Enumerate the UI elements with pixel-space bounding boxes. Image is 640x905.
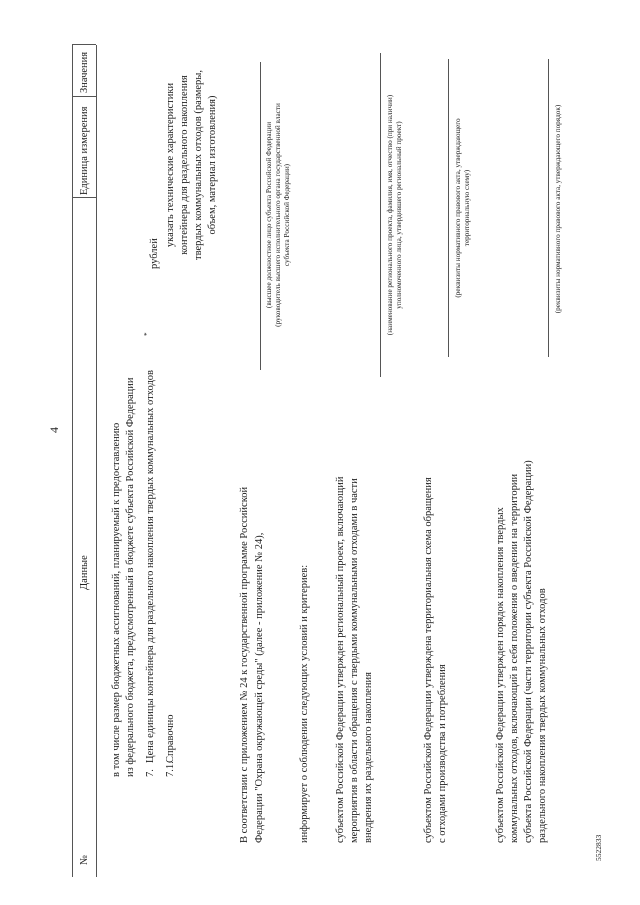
header-value: Значения [79,51,90,93]
paragraph-territorial-scheme-line1: субъектом Российской Федерации утверждена территориальная схема обращения [423,477,434,843]
row71-unit-line1: указать технические характеристики [165,82,176,248]
row71-unit-line2: контейнера для раздельного накопления [179,75,190,255]
caption-territorial-scheme-line1: (реквизиты нормативного правового акта, утверждающего [454,118,462,298]
caption-regional-project-line1: (наименование регионального проекта, фамилия, имя, отчество (при наличии) [386,94,394,336]
caption-official-line3: субъекта Российской Федерации) [283,163,291,267]
row71-number: 7.1. [165,761,176,777]
table-header-border [96,45,97,877]
paragraph-informs: информирует о соблюдении следующих условий и критериев: [299,564,310,843]
caption-official-line2: (руководитель высшего исполнительного органа государственной власти [274,103,282,327]
paragraph-regional-project-line1: субъектом Российской Федерации утвержден региональный проект, включающий [335,476,346,843]
header-data: Данные [79,555,90,590]
row6-text-line2: из федерального бюджета, предусмотренный в бюджете субъекта Российской Федерации [125,377,136,777]
header-unit: Единица измерения [79,106,90,195]
row71-unit-line3: твердых коммунальных отходов (размеры, [193,70,204,260]
signature-line-official [260,62,261,370]
paragraph-intro-line1: В соответствии с приложением № 24 к государственной программе Российской [239,486,250,843]
caption-official-line1: (высшее должностное лицо субъекта Российской Федерации [265,121,273,309]
col-divider [72,96,96,97]
signature-line-regional-project [380,53,381,377]
header-no: № [79,854,90,865]
page-number: 4 [47,427,61,433]
document-code: 5522833 [594,834,603,861]
signature-line-accumulation-order [548,59,549,357]
paragraph-accumulation-order-line2: коммунальных отходов, включающий в себя положения о введении на территории [509,473,520,843]
row7-footnote-mark: * [143,332,151,336]
paragraph-accumulation-order-line4: раздельного накопления твердых коммунальных отходов [537,588,548,843]
paragraph-regional-project-line2: мероприятия в области обращения с твердыми коммунальными отходами в части [349,478,360,843]
col-divider [72,197,96,198]
row71-unit-line4: объем, материал изготовления) [207,95,218,235]
paragraph-accumulation-order-line3: субъекта Российской Федерации (части территории субъекта Российской Федерации) [523,460,534,843]
paragraph-territorial-scheme-line2: с отходами производства и потребления [437,664,448,843]
paragraph-accumulation-order-line1: субъектом Российской Федерации утвержден порядок накопления твердых [495,507,506,843]
row7-text: Цена единицы контейнера для раздельного накопления твердых коммунальных отходов [145,369,156,763]
table-top-border [72,45,73,877]
paragraph-regional-project-line3: внедрения их раздельного накопления [363,672,374,843]
table-right-border [72,44,96,45]
row6-text-line1: в том числе размер бюджетных ассигнований, планируемый к предоставлению [111,422,122,777]
caption-accumulation-order: (реквизиты нормативного правового акта, утверждающего порядок) [554,104,562,314]
caption-regional-project-line2: уполномоченного лица, утвердившего региональный проект) [395,121,403,309]
row7-number: 7. [145,769,156,777]
row71-text: Справочно [165,714,176,763]
row7-unit: рублей [149,238,160,269]
paragraph-intro-line2: Федерации "Охрана окружающей среды" (далее - приложение № 24), [254,532,265,843]
caption-territorial-scheme-line2: территориальную схему) [463,169,471,247]
signature-line-territorial-scheme [448,59,449,357]
